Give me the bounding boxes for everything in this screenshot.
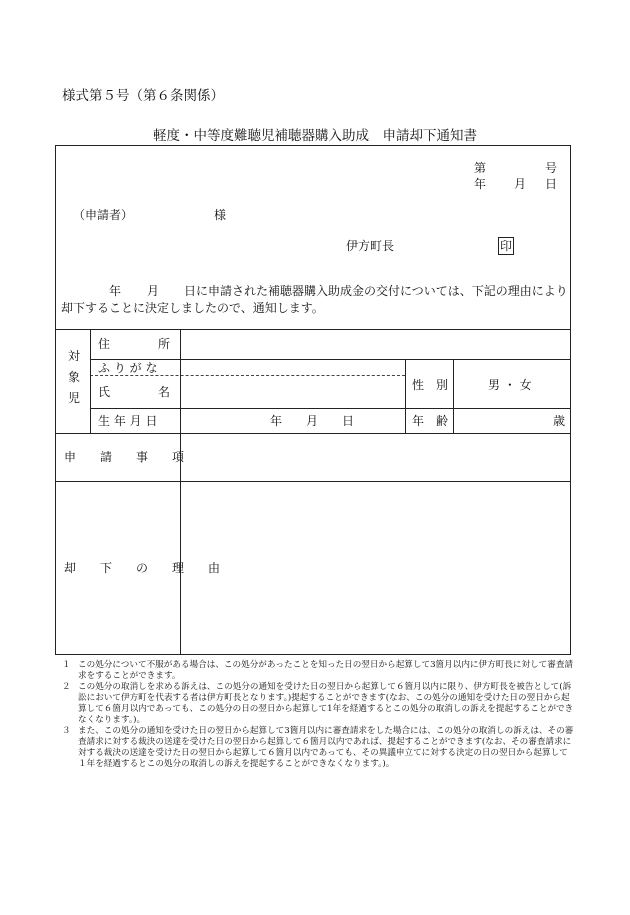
age-unit: 歳: [553, 414, 566, 428]
applicant-label: （申請者）: [73, 208, 134, 222]
body-year-label: 年: [109, 284, 122, 298]
sex-label: 性 別: [412, 378, 449, 392]
form-table: [55, 145, 571, 655]
notes-section: [62, 660, 574, 770]
note-number: ３: [62, 726, 71, 736]
date-month-label: 月: [514, 177, 527, 191]
age-label: 年 齢: [412, 414, 449, 428]
note-item: [62, 726, 574, 770]
seal-mark: 印: [499, 239, 512, 253]
note-text: この処分について不服がある場合は、この処分があったことを知った日の翌日から起算して3箇月以内に伊方町長に対して審査請求をすることができます。: [78, 660, 574, 681]
form-number: 様式第５号（第６条関係）: [62, 88, 224, 104]
body-month-label: 月: [147, 284, 160, 298]
body-text-line1: 日に申請された補聴器購入助成金の交付については、下記の理由により: [184, 284, 568, 298]
name-label: 氏 名: [98, 385, 171, 399]
document-title: 軽度・中等度難聴児補聴器購入助成 申請却下通知書: [153, 128, 477, 144]
subject-group-label: 対 象 児: [67, 349, 80, 405]
note-number: ２: [62, 682, 71, 692]
birth-year-label: 年: [270, 414, 283, 428]
address-label: 住 所: [98, 337, 171, 351]
note-number: １: [62, 660, 71, 670]
furigana-label: ふ り が な: [98, 361, 158, 375]
note-text: この処分の取消しを求める訴えは、この処分の通知を受けた日の翌日から起算して６箇月以内に限り、伊方町長を被告として(訴訟において伊方町を代表する者は伊方町長となります。)提起することができます(なお、この処分の通知を受けた日の翌日から起算して６箇月以内であっても、この処分の日の翌日から起算して1年を経過するとこの処分の取消しの訴えを提起することができなくなります。)。: [78, 682, 574, 725]
body-text-line2: 却下することに決定しましたので、通知します。: [61, 301, 324, 315]
honorific: 様: [214, 208, 227, 222]
number-suffix: 号: [545, 161, 558, 175]
sex-options: 男 ・ 女: [488, 378, 532, 392]
note-item: [62, 682, 574, 726]
mayor-title: 伊方町長: [346, 239, 395, 253]
request-label: 申 請 事 項: [64, 450, 185, 464]
date-day-label: 日: [545, 177, 558, 191]
number-prefix: 第: [474, 161, 487, 175]
birth-day-label: 日: [342, 414, 355, 428]
birth-month-label: 月: [306, 414, 319, 428]
date-year-label: 年: [474, 177, 487, 191]
note-text: また、この処分の通知を受けた日の翌日から起算して3箇月以内に審査請求をした場合には、この処分の取消しの訴えは、その審査請求に対する裁決の送達を受けた日の翌日から起算して６箇月以内であれば、提起することができます(なお、その審査請求に対する裁決の送達を受けた日の翌日から起算して６箇月以内であっても、その異議申立てに対する決定の日の翌日から起算して１年を経過するとこの処分の取消しの訴えを提起することができなくなります。)。: [78, 726, 574, 769]
reason-label: 却 下 の 理 由: [64, 561, 221, 575]
birthdate-label: 生 年 月 日: [98, 414, 158, 428]
note-item: [62, 660, 574, 682]
